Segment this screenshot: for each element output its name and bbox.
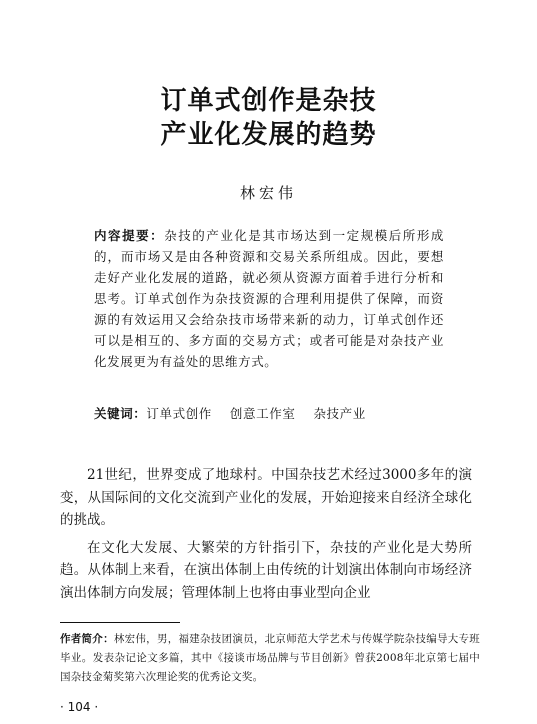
author-name: 林宏伟 — [239, 184, 297, 202]
abstract-text: 杂技的产业化是其市场达到一定规模后所形成的，而市场又是由各种资源和交易关系所组成。因此，要想走好产业化发展的道路，就必须从资源方面着手进行分析和思考。订单式创作为杂技资源的合理利用提供了保障，而资源的有效运用又会给杂技市场带来新的动力，订单式创作还可以是相互的、多方面的交易方式；或者可能是对杂技产业化发展更为有益处的思维方式。 — [94, 228, 444, 369]
body-text — [60, 464, 472, 609]
keywords — [94, 404, 454, 424]
page-number: · 104 · — [60, 700, 99, 714]
keywords-label: 关键词： — [94, 406, 147, 421]
keyword-item: 杂技产业 — [313, 406, 366, 421]
abstract — [94, 225, 444, 372]
footnote-text: 林宏伟，男，福建杂技团演员，北京师范大学艺术与传媒学院杂技编导大专班毕业。发表杂记论文多篇，其中《接谈市场品牌与节目创新》曾获2008年北京第七届中国杂技金菊奖第六次理论奖的优秀论文奖。 — [60, 633, 480, 683]
keyword-item: 订单式创作 — [146, 406, 212, 421]
footnote-divider — [60, 622, 180, 623]
article-title-line-1: 订单式创作是杂技 — [160, 86, 377, 116]
article-title-line-2: 产业化发展的趋势 — [160, 120, 377, 150]
abstract-label: 内容提要： — [94, 228, 165, 243]
footnote-label: 作者简介： — [60, 633, 114, 645]
body-paragraph: 在文化大发展、大繁荣的方针指引下，杂技的产业化是大势所趋。从体制上来看，在演出体制上由传统的计划演出体制向市场经济演出体制方向发展；管理体制上也将由事业型向企业 — [60, 539, 472, 601]
author-footnote — [60, 630, 480, 687]
keyword-item: 创意工作室 — [229, 406, 296, 421]
body-paragraph: 21世纪，世界变成了地球村。中国杂技艺术经过3000多年的演变，从国际间的文化交流到产业化的发展，开始迎接来自经济全球化的挑战。 — [60, 467, 472, 528]
